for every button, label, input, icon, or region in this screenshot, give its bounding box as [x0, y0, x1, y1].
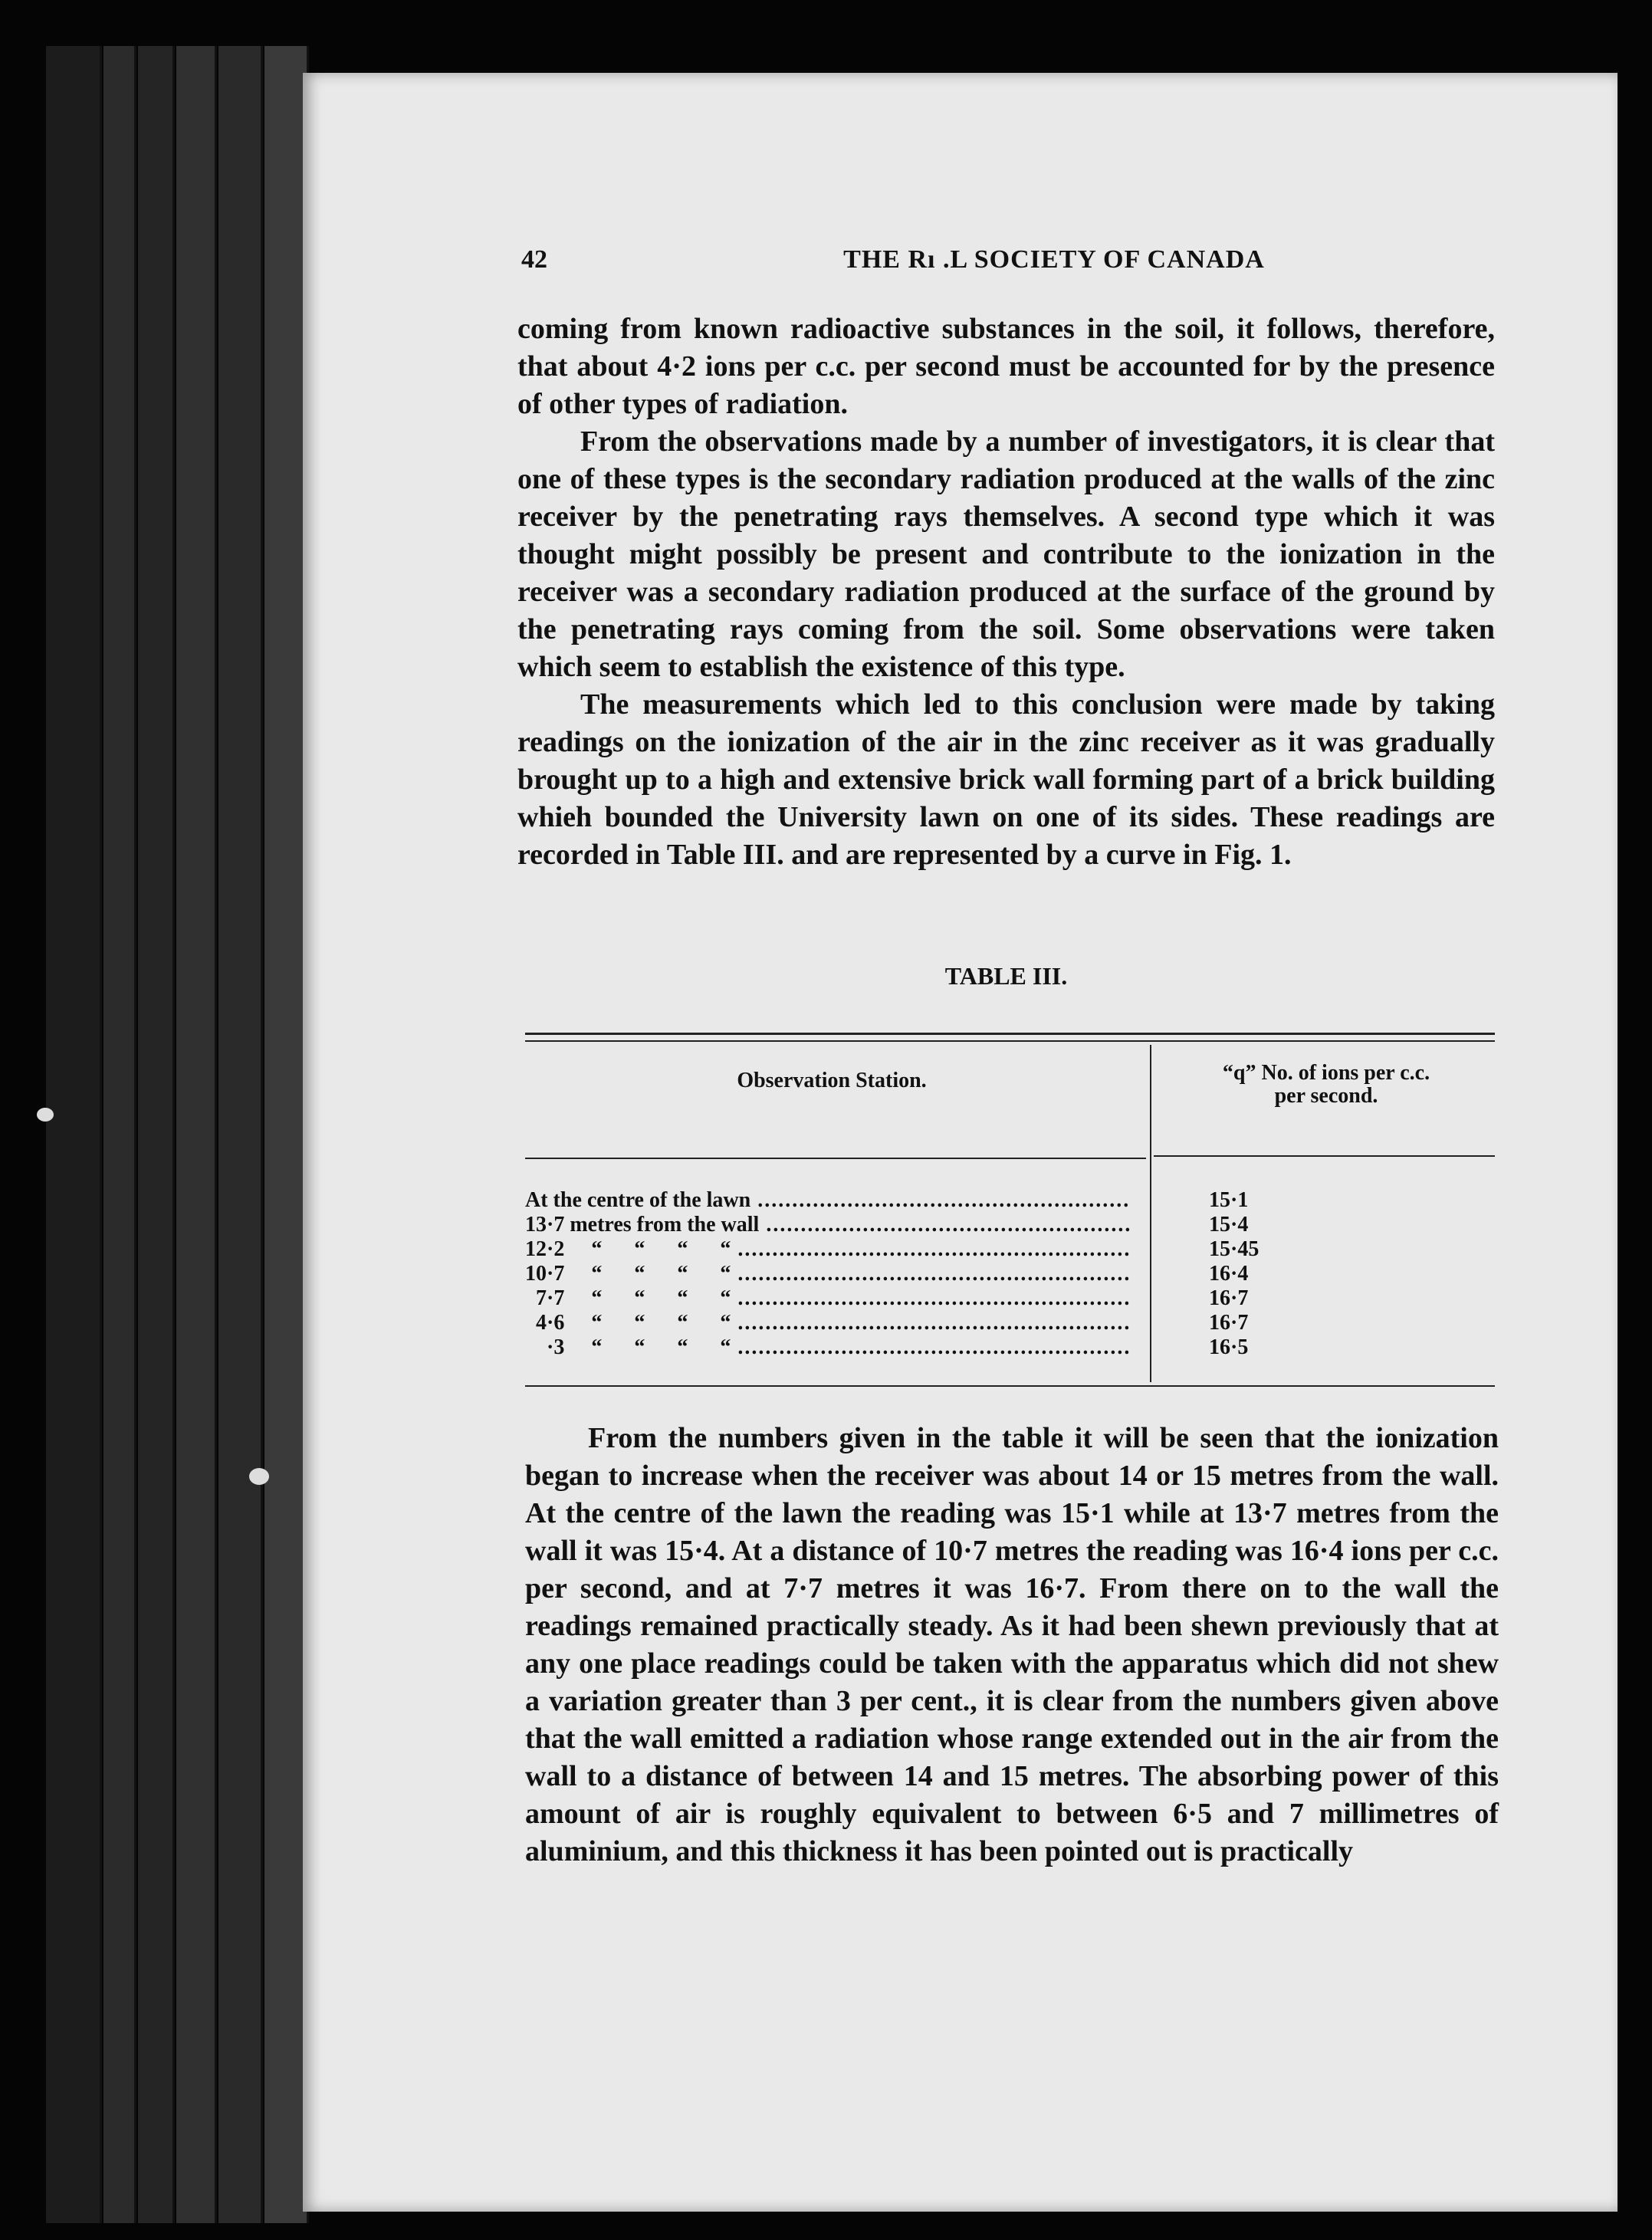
- q-cell: 16·7: [1209, 1311, 1249, 1335]
- paper-speck: [249, 1468, 269, 1485]
- table-row: [525, 1286, 1460, 1311]
- station-cell: 7·7 “ “ “ “ .....: [525, 1286, 1131, 1311]
- column-header-station: Observation Station.: [737, 1069, 927, 1092]
- paragraph: From the numbers given in the table it will be seen that the ionization began to increase when the receiver was about 14 or 15 metres from the wall. At the centre of the lawn the reading was 15·1 while at 13·7 metres from the wall it was 15·4. At a distance of 10·7 metres the reading was 16·4 ions per c.c. per second, and at 7·7 metres it was 16·7. From there on to the wall the readings remained practically steady. As it had been shewn previously that at any one place readings could be taken with the apparatus which did not shew a variation greater than 3 per cent., it is clear from the numbers given above that the wall emitted a radiation whose range extended out in the air from the wall to a distance of between 14 and 15 metres. The absorbing power of this amount of air is roughly equivalent to between 6·5 and 7 millimetres of aluminium, and this thickness it has been pointed out is practically: [525, 1422, 1499, 1867]
- table-caption: TABLE III.: [944, 962, 1068, 990]
- running-title: THE Rı .L SOCIETY OF CANADA: [843, 245, 1265, 274]
- column-header-q-line1: “q” No. of ions per c.c.: [1222, 1061, 1430, 1085]
- station-cell: 12·2 “ “ “ “ .....: [525, 1237, 1131, 1262]
- body-text-top: [517, 310, 1495, 874]
- header-rule-left: [525, 1158, 1146, 1159]
- table-row: [525, 1188, 1460, 1213]
- header-rule-right: [1154, 1155, 1495, 1157]
- page-number: 42: [521, 245, 547, 274]
- table-row: [525, 1237, 1460, 1262]
- table-top-rule-2: [525, 1040, 1495, 1042]
- q-cell: 15·4: [1209, 1213, 1249, 1237]
- q-cell: 15·45: [1209, 1237, 1260, 1261]
- body-text-bottom: [525, 1420, 1499, 1870]
- station-cell: 13·7 metres from the wall .....: [525, 1213, 1131, 1237]
- station-cell: 4·6 “ “ “ “ .....: [525, 1311, 1131, 1335]
- table-top-rule: [525, 1033, 1495, 1035]
- paper-speck: [37, 1108, 54, 1122]
- paragraph: coming from known radioactive substances in the soil, it follows, therefore, that about 4·2 ions per c.c. per second must be accounted for by the presence of other types of radiation.: [517, 313, 1495, 420]
- book-edges: [46, 46, 307, 2223]
- column-header-q: [1158, 1062, 1495, 1108]
- table-row: [525, 1213, 1460, 1237]
- column-header-q-line2: per second.: [1274, 1084, 1378, 1108]
- station-cell: ·3 “ “ “ “ .....: [525, 1335, 1131, 1360]
- table-row: [525, 1311, 1460, 1335]
- q-cell: 16·4: [1209, 1262, 1249, 1286]
- q-cell: 15·1: [1209, 1188, 1249, 1212]
- paragraph: From the observations made by a number of investigators, it is clear that one of these types is the secondary radiation produced at the walls of the zinc receiver by the penetrating rays themselves. A second type which it was thought might possibly be present and contribute to the ionization in the receiver was a secondary radiation produced at the surface of the ground by the penetrating rays coming from the soil. Some observations were taken which seem to establish the existence of this type.: [517, 425, 1495, 683]
- station-cell: At the centre of the lawn .....: [525, 1188, 1131, 1213]
- station-cell: 10·7 “ “ “ “ .....: [525, 1262, 1131, 1286]
- paragraph: The measurements which led to this conclusion were made by taking readings on the ionization of the air in the zinc receiver as it was gradually brought up to a high and extensive brick wall forming part of a brick building whieh bounded the University lawn on one of its sides. These readings are recorded in Table III. and are represented by a curve in Fig. 1.: [517, 688, 1495, 871]
- book-page: [303, 73, 1618, 2212]
- q-cell: 16·7: [1209, 1286, 1249, 1310]
- q-cell: 16·5: [1209, 1335, 1249, 1359]
- table-row: [525, 1262, 1460, 1286]
- table-row: [525, 1335, 1460, 1360]
- table-bottom-rule: [525, 1385, 1495, 1387]
